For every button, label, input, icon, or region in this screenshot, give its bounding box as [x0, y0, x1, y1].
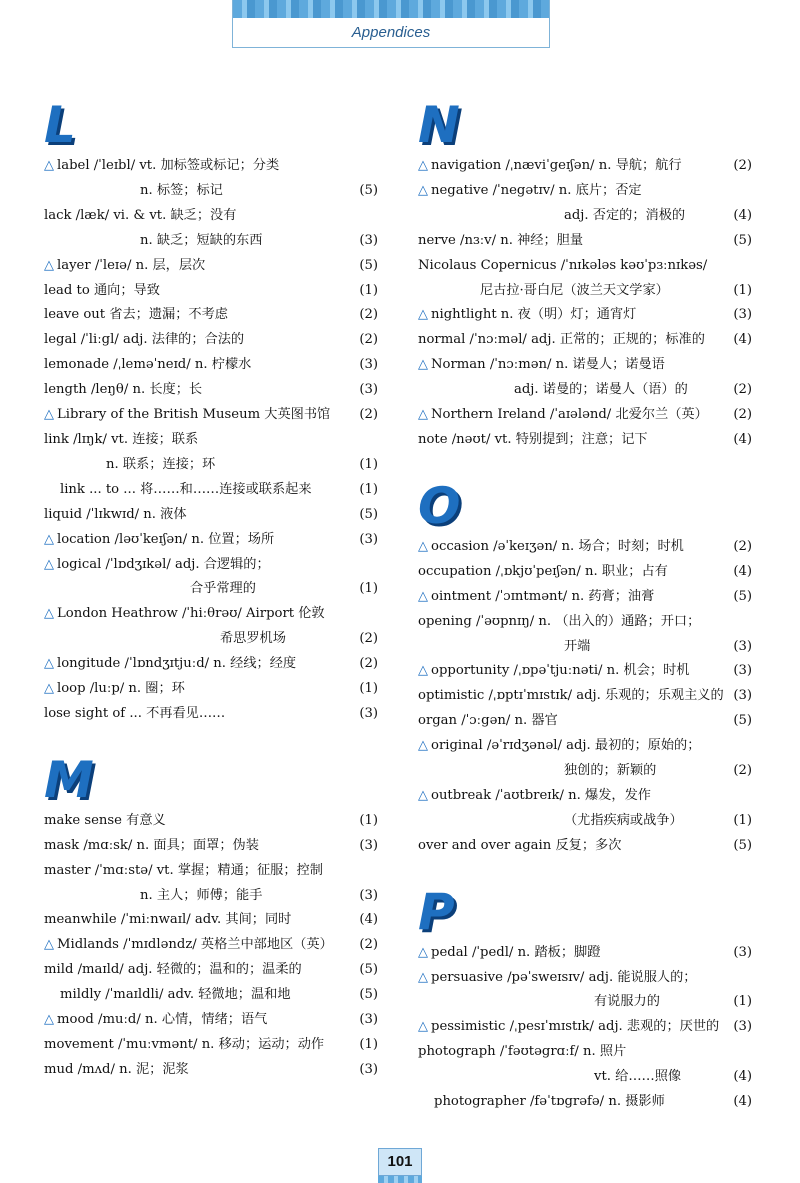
unit-number: (1) — [733, 994, 752, 1010]
glossary-entry — [44, 577, 382, 602]
unit-number: (3) — [733, 638, 752, 654]
glossary-entry — [44, 528, 382, 553]
glossary-entry — [44, 809, 382, 834]
glossary-entry — [418, 428, 756, 453]
section-letter: O — [418, 476, 461, 535]
glossary-entry — [44, 859, 382, 884]
unit-number: (5) — [733, 713, 752, 729]
unit-number: (4) — [733, 431, 752, 447]
entry-text: leave out 省去；遗漏；不考虑 — [44, 307, 228, 323]
unit-number: (2) — [359, 307, 378, 323]
entry-text: n. 标签；标记 — [140, 182, 223, 198]
entry-text: legal /ˈliːgl/ adj. 法律的；合法的 — [44, 332, 245, 348]
unit-number: (3) — [359, 531, 378, 547]
unit-number: (1) — [359, 282, 378, 298]
glossary-entry — [418, 1015, 756, 1040]
glossary-entry — [44, 677, 382, 702]
glossary-entry — [44, 204, 382, 229]
unit-number: (1) — [733, 282, 752, 298]
entry-text: nerve /nɜːv/ n. 神经；胆量 — [418, 232, 584, 248]
entry-text: mask /mɑːsk/ n. 面具；面罩；伪装 — [44, 837, 259, 853]
triangle-marker-icon: △ — [418, 969, 428, 985]
entry-text: pedal /ˈpedl/ n. 踏板；脚蹬 — [431, 944, 601, 960]
unit-number: (2) — [733, 407, 752, 423]
entry-text: persuasive /pəˈsweɪsɪv/ adj. 能说服人的； — [431, 969, 697, 985]
glossary-entry — [44, 303, 382, 328]
triangle-marker-icon: △ — [418, 588, 428, 604]
glossary-entry — [44, 553, 382, 578]
glossary-entry — [418, 585, 756, 610]
triangle-marker-icon: △ — [418, 787, 428, 803]
glossary-entry — [44, 403, 382, 428]
entry-text: ointment /ˈɔɪntmənt/ n. 药膏；油膏 — [431, 588, 655, 604]
glossary-entry — [44, 378, 382, 403]
entry-text: length /leŋθ/ n. 长度；长 — [44, 382, 203, 398]
unit-number: (2) — [359, 631, 378, 647]
entry-text: 尼古拉·哥白尼（波兰天文学家） — [480, 282, 669, 298]
unit-number: (1) — [359, 481, 378, 497]
unit-number: (3) — [733, 1019, 752, 1035]
unit-number: (3) — [359, 837, 378, 853]
glossary-entry — [418, 254, 756, 279]
entry-text: n. 联系；连接；环 — [106, 456, 216, 472]
unit-number: (4) — [359, 912, 378, 928]
header-title: Appendices — [351, 24, 431, 41]
unit-number: (5) — [359, 506, 378, 522]
glossary-entry — [418, 179, 756, 204]
glossary-entry — [44, 702, 382, 727]
entry-text: logical /ˈlɒdʒɪkəl/ adj. 合逻辑的； — [57, 556, 270, 572]
glossary-entry — [418, 1090, 756, 1115]
glossary-entry — [418, 784, 756, 809]
section-l — [44, 96, 382, 727]
glossary-entry — [418, 353, 756, 378]
glossary-entry — [418, 990, 756, 1015]
left-column — [44, 96, 382, 1111]
glossary-entry — [418, 403, 756, 428]
unit-number: (3) — [359, 232, 378, 248]
glossary-entry — [44, 834, 382, 859]
page-number: 101 — [378, 1148, 422, 1176]
triangle-marker-icon: △ — [44, 681, 54, 697]
entry-text: adj. 否定的；消极的 — [564, 207, 686, 223]
triangle-marker-icon: △ — [44, 937, 54, 953]
entry-text: lemonade /ˌleməˈneɪd/ n. 柠檬水 — [44, 357, 252, 373]
entry-text: 合乎常理的 — [190, 581, 256, 597]
glossary-entry — [418, 684, 756, 709]
glossary-entry — [44, 229, 382, 254]
glossary-entry — [44, 279, 382, 304]
triangle-marker-icon: △ — [418, 307, 428, 323]
unit-number: (2) — [733, 538, 752, 554]
glossary-entry — [44, 1058, 382, 1083]
glossary-entry — [44, 602, 382, 627]
glossary-entry — [418, 535, 756, 560]
unit-number: (4) — [733, 563, 752, 579]
entry-text: layer /ˈleɪə/ n. 层，层次 — [57, 257, 206, 273]
glossary-entry — [418, 759, 756, 784]
section-m — [44, 750, 382, 1083]
unit-number: (3) — [359, 382, 378, 398]
entry-text: nightlight n. 夜（明）灯；通宵灯 — [431, 307, 637, 323]
entry-text: London Heathrow /ˈhiːθrəʊ/ Airport 伦敦 — [57, 606, 325, 622]
entry-text: Norman /ˈnɔːmən/ n. 诺曼人；诺曼语 — [431, 357, 665, 373]
glossary-entry — [44, 328, 382, 353]
glossary-entry — [44, 908, 382, 933]
unit-number: (2) — [733, 382, 752, 398]
entry-text: over and over again 反复；多次 — [418, 837, 622, 853]
unit-number: (3) — [359, 357, 378, 373]
entry-text: 希思罗机场 — [220, 631, 286, 647]
unit-number: (2) — [359, 937, 378, 953]
right-column — [418, 96, 756, 1143]
section-letter: M — [44, 750, 94, 809]
glossary-entry — [418, 1065, 756, 1090]
entry-text: organ /ˈɔːgən/ n. 器官 — [418, 713, 558, 729]
entry-text: occupation /ˌɒkjʊˈpeɪʃən/ n. 职业；占有 — [418, 563, 668, 579]
unit-number: (5) — [359, 257, 378, 273]
entry-text: Northern Ireland /ˈaɪələnd/ 北爱尔兰（英） — [431, 407, 708, 423]
unit-number: (5) — [359, 987, 378, 1003]
glossary-entry — [418, 560, 756, 585]
unit-number: (2) — [733, 158, 752, 173]
glossary-entry — [418, 328, 756, 353]
triangle-marker-icon: △ — [418, 407, 428, 423]
glossary-entry — [44, 1008, 382, 1033]
entry-text: outbreak /ˈaʊtbreɪk/ n. 爆发，发作 — [431, 787, 651, 803]
entry-text: negative /ˈnegətɪv/ n. 底片；否定 — [431, 182, 642, 198]
glossary-entry — [418, 610, 756, 635]
glossary-entry — [418, 941, 756, 966]
glossary-entry — [44, 453, 382, 478]
unit-number: (1) — [359, 812, 378, 828]
entry-text: navigation /ˌnæviˈgeɪʃən/ n. 导航；航行 — [431, 158, 682, 173]
glossary-entry — [418, 378, 756, 403]
glossary-entry — [418, 709, 756, 734]
entry-text: photograph /ˈfəʊtəgrɑːf/ n. 照片 — [418, 1044, 627, 1060]
triangle-marker-icon: △ — [418, 738, 428, 754]
section-letter: L — [44, 96, 76, 154]
unit-number: (4) — [733, 332, 752, 348]
glossary-entry — [418, 659, 756, 684]
glossary-entry — [418, 834, 756, 859]
section-n — [418, 96, 756, 453]
page-number-stripe — [378, 1176, 422, 1183]
unit-number: (2) — [733, 763, 752, 779]
section-o — [418, 476, 756, 859]
entry-text: link /lɪŋk/ vt. 连接；联系 — [44, 431, 199, 447]
entry-text: n. 缺乏；短缺的东西 — [140, 232, 263, 248]
unit-number: (5) — [359, 182, 378, 198]
entry-text: 开端 — [564, 638, 591, 654]
triangle-marker-icon: △ — [44, 407, 54, 423]
entry-text: 有说服力的 — [594, 994, 660, 1010]
glossary-entry — [418, 279, 756, 304]
entry-text: mild /maɪld/ adj. 轻微的；温和的；温柔的 — [44, 962, 302, 978]
entry-text: vt. 给……照像 — [594, 1069, 682, 1085]
entry-text: loop /luːp/ n. 圈；环 — [57, 681, 185, 697]
glossary-entry — [44, 254, 382, 279]
entry-text: meanwhile /ˈmiːnwaɪl/ adv. 其间；同时 — [44, 912, 292, 928]
entry-text: opening /ˈəʊpnɪŋ/ n. （出入的）通路；开口； — [418, 613, 701, 629]
glossary-entry — [44, 933, 382, 958]
triangle-marker-icon: △ — [44, 556, 54, 572]
unit-number: (5) — [733, 837, 752, 853]
glossary-entry — [44, 958, 382, 983]
section-letter: N — [418, 96, 460, 154]
entry-text: opportunity /ˌɒpəˈtjuːnəti/ n. 机会；时机 — [431, 663, 690, 679]
glossary-entry — [418, 1040, 756, 1065]
triangle-marker-icon: △ — [44, 1012, 54, 1028]
glossary-entry — [418, 154, 756, 179]
unit-number: (3) — [359, 887, 378, 903]
entry-text: adj. 诺曼的；诺曼人（语）的 — [514, 382, 688, 398]
unit-number: (1) — [733, 812, 752, 828]
entry-text: mood /muːd/ n. 心情，情绪；语气 — [57, 1012, 268, 1028]
glossary-entry — [44, 627, 382, 652]
triangle-marker-icon: △ — [418, 357, 428, 373]
entry-text: n. 主人；师傅；能手 — [140, 887, 263, 903]
triangle-marker-icon: △ — [418, 944, 428, 960]
triangle-marker-icon: △ — [418, 1019, 428, 1035]
unit-number: (5) — [733, 232, 752, 248]
entry-text: lose sight of ... 不再看见…… — [44, 705, 226, 721]
glossary-entry — [418, 809, 756, 834]
entry-text: mud /mʌd/ n. 泥；泥浆 — [44, 1061, 189, 1077]
triangle-marker-icon: △ — [44, 257, 54, 273]
triangle-marker-icon: △ — [418, 158, 428, 173]
unit-number: (2) — [359, 656, 378, 672]
triangle-marker-icon: △ — [44, 531, 54, 547]
unit-number: (1) — [359, 1037, 378, 1052]
entry-text: lead to 通向；导致 — [44, 282, 160, 298]
glossary-entry — [418, 303, 756, 328]
entry-text: （尤指疾病或战争） — [564, 812, 683, 828]
triangle-marker-icon: △ — [418, 182, 428, 198]
glossary-entry — [44, 353, 382, 378]
entry-text: Library of the British Museum 大英图书馆 — [57, 407, 331, 423]
unit-number: (4) — [733, 207, 752, 223]
triangle-marker-icon: △ — [44, 656, 54, 672]
unit-number: (4) — [733, 1094, 752, 1110]
entry-text: movement /ˈmuːvmənt/ n. 移动；运动；动作 — [44, 1037, 325, 1052]
unit-number: (1) — [359, 456, 378, 472]
unit-number: (3) — [359, 1061, 378, 1077]
entry-text: location /ləʊˈkeɪʃən/ n. 位置；场所 — [57, 531, 275, 547]
triangle-marker-icon: △ — [418, 538, 428, 554]
entry-text: lack /læk/ vi. & vt. 缺乏；没有 — [44, 207, 237, 223]
entry-text: label /ˈleɪbl/ vt. 加标签或标记；分类 — [57, 158, 280, 173]
unit-number: (2) — [359, 407, 378, 423]
section-p — [418, 882, 756, 1115]
glossary-entry — [418, 229, 756, 254]
unit-number: (4) — [733, 1069, 752, 1085]
unit-number: (3) — [733, 307, 752, 323]
header-wave-decoration — [233, 0, 549, 18]
entry-text: note /nəʊt/ vt. 特别提到；注意；记下 — [418, 431, 648, 447]
section-letter: P — [418, 882, 455, 941]
unit-number: (1) — [359, 581, 378, 597]
unit-number: (3) — [359, 1012, 378, 1028]
entry-text: Midlands /ˈmɪdləndz/ 英格兰中部地区（英） — [57, 937, 333, 953]
unit-number: (3) — [733, 688, 752, 704]
entry-text: longitude /ˈlɒndʒɪtjuːd/ n. 经线；经度 — [57, 656, 297, 672]
entry-text: Nicolaus Copernicus /ˈnɪkələs kəʊˈpɜːnɪkəs/ — [418, 257, 708, 273]
glossary-entry — [44, 503, 382, 528]
glossary-entry — [418, 966, 756, 991]
entry-text: master /ˈmɑːstə/ vt. 掌握；精通；征服；控制 — [44, 862, 323, 878]
glossary-entry — [44, 428, 382, 453]
glossary-entry — [418, 635, 756, 660]
glossary-entry — [44, 983, 382, 1008]
unit-number: (1) — [359, 681, 378, 697]
triangle-marker-icon: △ — [418, 663, 428, 679]
entry-text: optimistic /ˌɒptɪˈmɪstɪk/ adj. 乐观的；乐观主义的 — [418, 688, 724, 704]
unit-number: (5) — [359, 962, 378, 978]
glossary-entry — [44, 154, 382, 179]
triangle-marker-icon: △ — [44, 606, 54, 622]
unit-number: (3) — [359, 705, 378, 721]
glossary-entry — [44, 884, 382, 909]
entry-text: original /əˈrɪdʒənəl/ adj. 最初的；原始的； — [431, 738, 701, 754]
entry-text: occasion /əˈkeɪʒən/ n. 场合；时刻；时机 — [431, 538, 684, 554]
entry-text: link ... to ... 将……和……连接或联系起来 — [60, 481, 312, 497]
unit-number: (2) — [359, 332, 378, 348]
header-banner — [232, 0, 550, 48]
glossary-entry — [418, 204, 756, 229]
triangle-marker-icon: △ — [44, 158, 54, 173]
entry-text: normal /ˈnɔːməl/ adj. 正常的；正规的；标准的 — [418, 332, 705, 348]
entry-text: photographer /fəˈtɒgrəfə/ n. 摄影师 — [434, 1094, 665, 1110]
glossary-entry — [44, 1033, 382, 1058]
entry-text: liquid /ˈlɪkwɪd/ n. 液体 — [44, 506, 187, 522]
glossary-entry — [44, 652, 382, 677]
glossary-entry — [418, 734, 756, 759]
unit-number: (5) — [733, 588, 752, 604]
entry-text: mildly /ˈmaɪldli/ adv. 轻微地；温和地 — [60, 987, 291, 1003]
entry-text: make sense 有意义 — [44, 812, 166, 828]
glossary-entry — [44, 179, 382, 204]
entry-text: pessimistic /ˌpesɪˈmɪstɪk/ adj. 悲观的；厌世的 — [431, 1019, 720, 1035]
unit-number: (3) — [733, 663, 752, 679]
unit-number: (3) — [733, 944, 752, 960]
glossary-entry — [44, 478, 382, 503]
entry-text: 独创的；新颖的 — [564, 763, 657, 779]
